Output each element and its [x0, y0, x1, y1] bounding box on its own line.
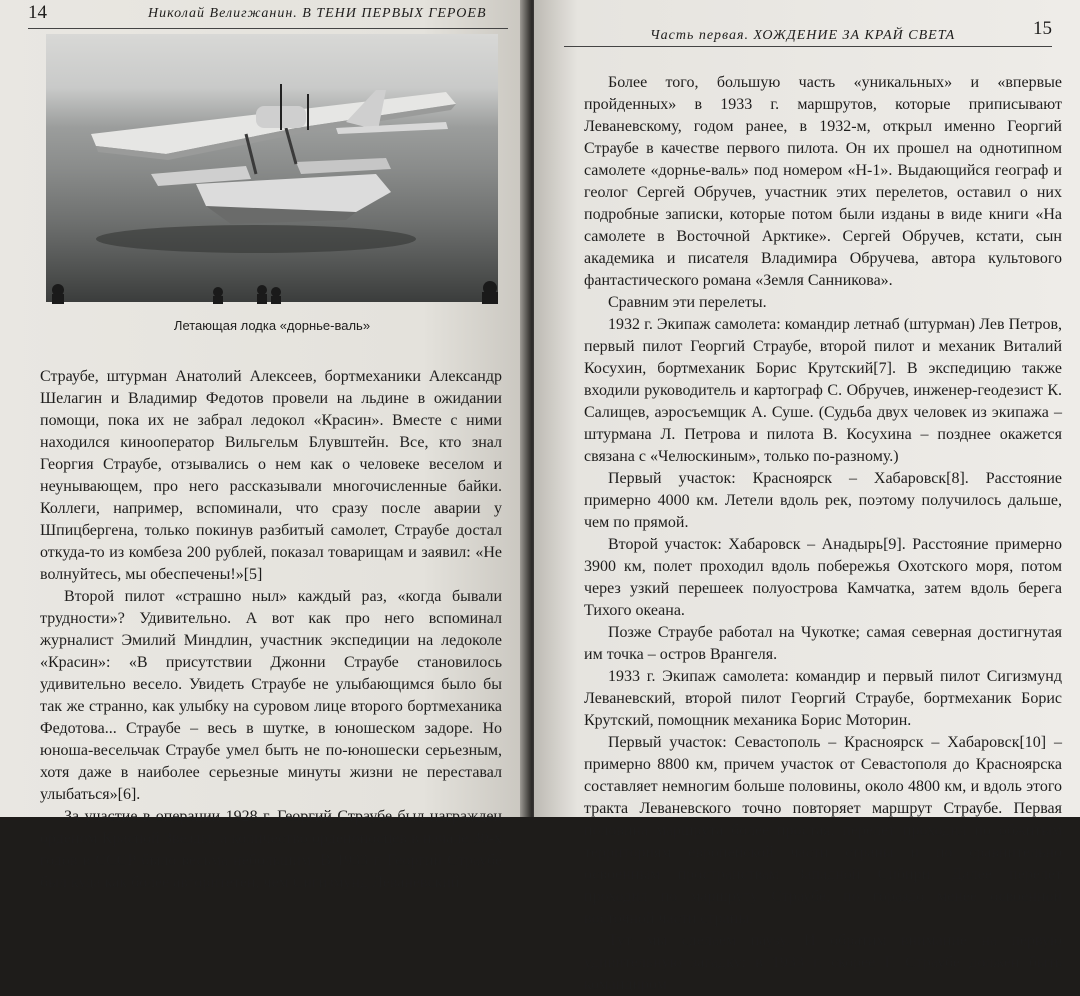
left-page-body [40, 366, 502, 894]
paragraph: Первый участок: Севастополь – Красноярск – Хабаровск[10] – примерно 8800 км, причем участок от Севастополя до Красноярска составляет немногим больше половины, около 4800 км, и вдоль этого тракта Леваневского точно повторяет маршрут Страубе. Первая половина маршрута более простая, перелет проходил по обжитым территориям европейской части страны и по сравнительно освоенным пространствам Западной Сибири. Далее перелет проходил по маршруту Страубе, по гораздо менее освоенной восточной части страны. [584, 734, 1062, 927]
left-page-header [28, 2, 508, 29]
paragraph: Страубе, штурман Анатолий Алексеев, бортмеханики Александр Шелагин и Владимир Федотов провели на льдине в ожидании помощи, пока их не забрал ледокол «Красин». Вместе с ними находился кинооператор Вильгельм Блувштейн. Все, кто знал Георгия Страубе, отзывались о нем как о человеке веселом и неунывающем, про него рассказывали многочисленные байки. Коллеги, например, вспоминали, что сразу после аварии у Шпицбергена, только покинув разбитый самолет, Страубе достал откуда-то из комбеза 200 рублей, показал товарищам и заявил: «Не волнуйтесь, мы обеспечены!»[5] [40, 368, 502, 583]
page-number-left: 14 [28, 2, 47, 23]
running-head-left: Николай Велигжанин. В ТЕНИ ПЕРВЫХ ГЕРОЕВ [148, 6, 487, 21]
paragraph: Первый участок: Красноярск – Хабаровск[8]. Расстояние примерно 4000 км. Летели вдоль рек, поэтому получилось дальше, чем по прямой. [584, 470, 1062, 531]
right-page-header [564, 18, 1052, 47]
right-page [534, 0, 1080, 993]
right-page-body [584, 72, 1062, 996]
paragraph: Второй участок: Хабаровск – Анадырь[9]. Расстояние примерно 3900 км, полет проходил вдоль побережья Охотского моря, потом через узкий перешеек полуострова Камчатка, затем вдоль берега Тихого океана. [584, 536, 1062, 619]
paragraph: Тут мы сделаем паузу. И обратим внимание на первую удивительную загадку: в 1933 г. скорее Г. Страубе должен быть командиром [584, 932, 1062, 993]
paragraph: 1933 г. Экипаж самолета: командир и первый пилот Сигизмунд Леваневский, второй пилот Георгий Страубе, бортмеханик Борис Крутский, помощник механика Борис Моторин. [584, 668, 1062, 729]
flying-boat-illustration [46, 34, 498, 302]
paragraph: Второй пилот «страшно ныл» каждый раз, «когда бывали трудности»? Удивительно. А вот как про него вспоминал журналист Эмилий Миндлин, участник экспедиции на ледоколе «Красин»: «В присутствии Джонни Страубе становилось удивительно весело. Увидеть Страубе не улыбающимся было бы так же странно, как улыбку на суровом лице второго бортмеханика Федотова... Страубе – весь в шутке, в юношеском задоре. Но юноша-весельчак Страубе умел быть не по-юношески серьезным, хотя даже в наиболее серьезные минуты жизни не переставал улыбаться»[6]. [40, 588, 502, 803]
paragraph: Сравним эти перелеты. [608, 294, 767, 311]
flying-boat-photo [46, 34, 498, 302]
running-head-right: Часть первая. ХОЖДЕНИЕ ЗА КРАЙ СВЕТА [650, 28, 956, 43]
paragraph: Более того, большую часть «уникальных» и «впервые пройденных» в 1933 г. маршрутов, которые приписывают Леваневскому, годом ранее, в 1932-м, открыл именно Георгий Страубе в качестве первого пилота. Он их прошел на однотипном самолете «дорнье-валь» под номером «Н-1». Выдающийся географ и геолог Сергей Обручев, участник этих перелетов, оставил о них подробные записки, которые потом были изданы в виде книги «На самолете в Восточной Арктике». Сергей Обручев, кстати, сын академика и писателя Владимира Обручева, автора культового фантастического романа «Земля Санникова». [584, 74, 1062, 289]
paragraph: За участие в операции 1928 г. Георгий Страубе был награжден орденом Красной Звезды, а количество орденоносцев в начале 30-х годов в СССР было весьма небольшим. В 1933 г. Георгий Страубе был куда как более авторитетен, чем Сигизмунд Леваневский. [40, 808, 502, 891]
paragraph: 1932 г. Экипаж самолета: командир летнаб (штурман) Лев Петров, первый пилот Георгий Страубе, второй пилот и механик Виталий Косухин, бортмеханик Борис Крутский[7]. В экспедицию также входили руководитель и картограф С. Обручев, инженер-геодезист К. Салищев, аэросъемщик А. Суше. (Судьба двух человек из экипажа – штурмана Л. Петрова и пилота В. Косухина – позднее окажется связана с «Челюскиным», только по-разному.) [584, 316, 1062, 465]
page-number-right: 15 [1033, 18, 1052, 39]
photo-caption: Летающая лодка «дорнье-валь» [173, 318, 371, 333]
left-page [0, 0, 528, 891]
paragraph: Позже Страубе работал на Чукотке; самая северная достигнутая им точка – остров Врангеля. [584, 624, 1062, 663]
